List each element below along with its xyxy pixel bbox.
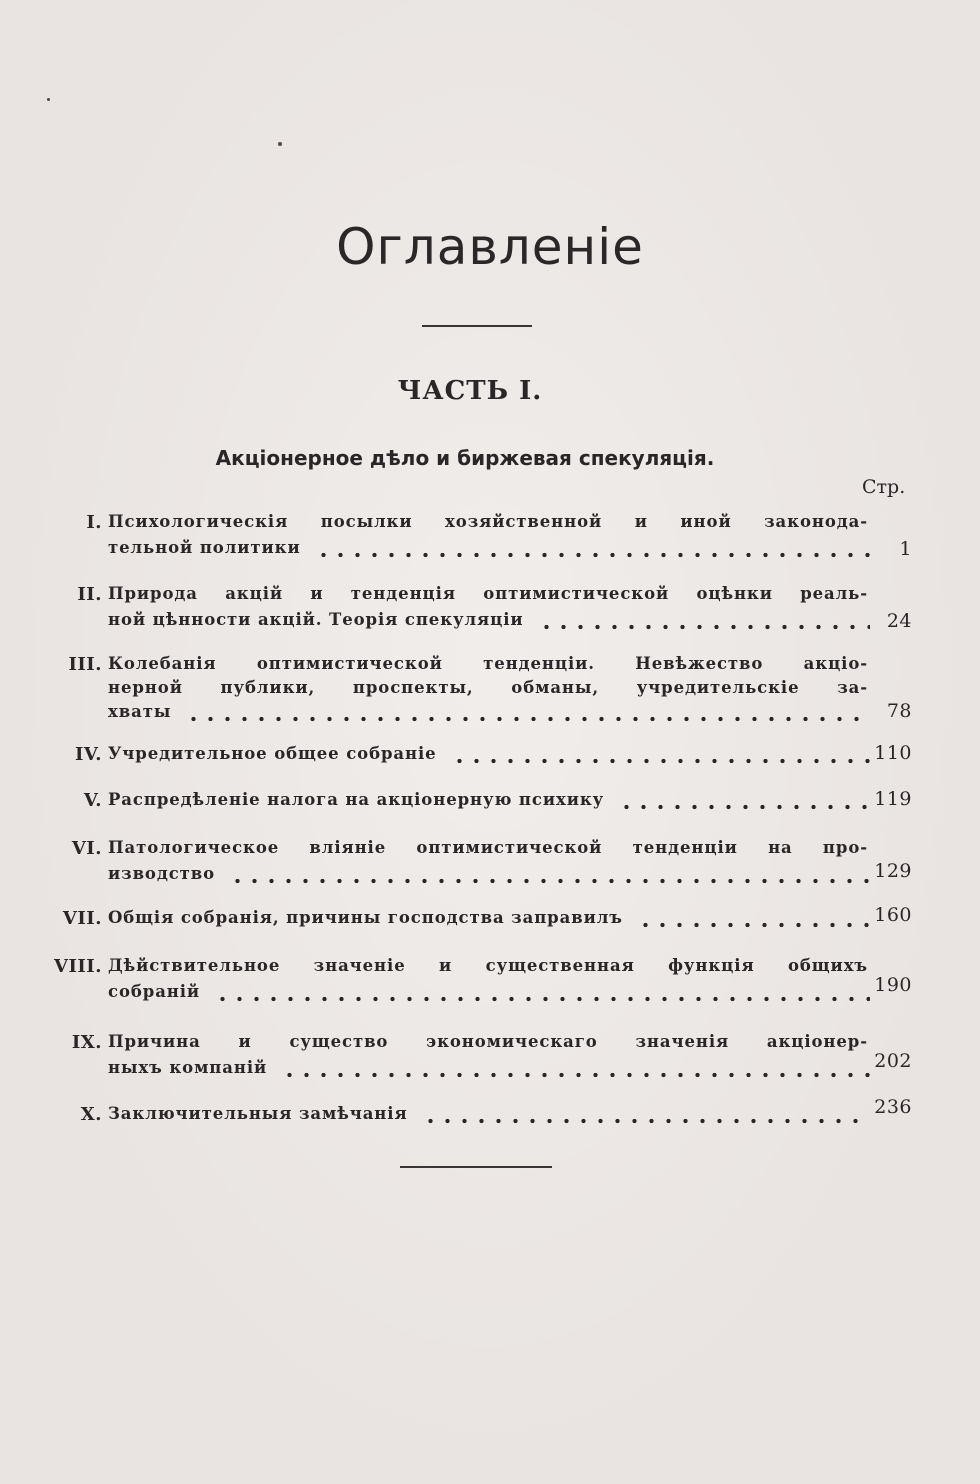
dot-leader — [281, 1072, 870, 1078]
ink-speck — [47, 98, 50, 101]
entry-title-line: Дѣйствительное значеніе и существенная функція общихъ — [108, 956, 868, 975]
entry-title-line: Учредительное общее собраніе — [108, 744, 437, 763]
page-number: 236 — [874, 1096, 912, 1118]
page-title: Оглавленіе — [336, 218, 644, 276]
entry-title-line: хваты — [108, 702, 172, 721]
page-number: 1 — [899, 538, 912, 560]
chapter-number: V. — [83, 790, 102, 811]
dot-leader — [538, 624, 871, 630]
chapter-number: X. — [80, 1104, 102, 1125]
dot-leader — [618, 804, 870, 810]
page-number: 110 — [874, 742, 912, 764]
entry-title-line: ной цѣнности акцій. Теорія спекуляціи — [108, 610, 524, 629]
dot-leader — [637, 922, 870, 928]
dot-leader — [214, 996, 870, 1002]
chapter-number: I. — [86, 512, 102, 533]
chapter-number: VI. — [71, 838, 102, 859]
page-number: 24 — [886, 610, 912, 632]
entry-title-line: Причина и существо экономическаго значенія акціонер- — [108, 1032, 868, 1051]
chapter-number: VIII. — [54, 956, 102, 977]
entry-title-line: Патологическое вліяніе оптимистической тенденціи на про- — [108, 838, 868, 857]
chapter-number: II. — [77, 584, 102, 605]
entry-title-line: Общія собранія, причины господства заправилъ — [108, 908, 623, 927]
entry-title-line: Колебанія оптимистической тенденціи. Невѣжество акціо- — [108, 654, 868, 673]
end-divider — [400, 1166, 552, 1168]
dot-leader — [315, 552, 870, 558]
entry-title-line: Психологическія посылки хозяйственной и иной законода- — [108, 512, 868, 531]
ink-speck — [278, 142, 282, 146]
entry-title-line: тельной политики — [108, 538, 301, 557]
page-number: 202 — [874, 1050, 912, 1072]
page-column-label: Стр. — [862, 476, 906, 498]
page-number: 119 — [874, 788, 912, 810]
entry-title-line: Природа акцій и тенденція оптимистической оцѣнки реаль- — [108, 584, 868, 603]
page-number: 129 — [874, 860, 912, 882]
part-subtitle: Акціонерное дѣло и биржевая спекуляція. — [215, 446, 715, 470]
page-number: 190 — [874, 974, 912, 996]
dot-leader — [422, 1118, 870, 1124]
entry-title-line: Заключительныя замѣчанія — [108, 1104, 408, 1123]
dot-leader — [185, 716, 870, 722]
entry-title-line: нерной публики, проспекты, обманы, учредительскіе за- — [108, 678, 868, 697]
entry-title-line: Распредѣленіе налога на акціонерную психику — [108, 790, 605, 809]
title-divider — [422, 325, 532, 327]
page-number: 78 — [886, 700, 912, 722]
entry-title-line: ныхъ компаній — [108, 1058, 268, 1077]
entry-title-line: собраній — [108, 982, 201, 1001]
part-heading: ЧАСТЬ I. — [397, 376, 543, 406]
chapter-number: IV. — [74, 744, 102, 765]
dot-leader — [229, 878, 870, 884]
entry-title-line: изводство — [108, 864, 216, 883]
chapter-number: III. — [68, 654, 102, 675]
chapter-number: IX. — [71, 1032, 102, 1053]
page-number: 160 — [874, 904, 912, 926]
dot-leader — [451, 758, 870, 764]
chapter-number: VII. — [62, 908, 102, 929]
